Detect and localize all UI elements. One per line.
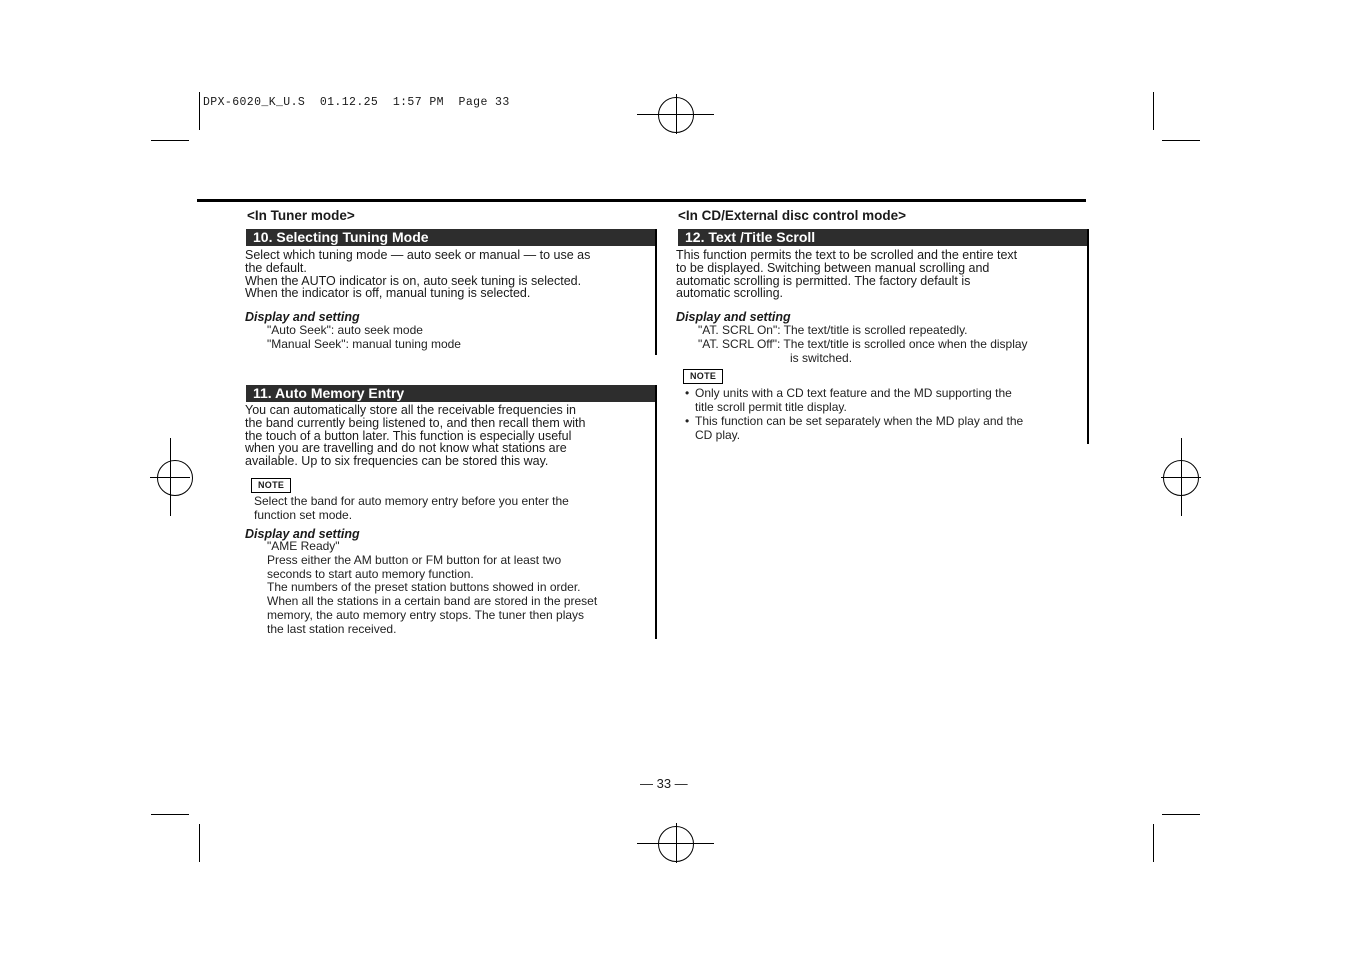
section-11-display-lines: "AME Ready" Press either the AM button or FM button for at least two seconds to start auto memory function. The numbers of the preset station buttons showed in order. When all the stations in a certain band are stored in the preset memory, the auto memory entry stops. The tuner then plays the last station received. [267, 539, 598, 636]
section-11-title: 11. Auto Memory Entry [246, 385, 656, 402]
note-bullet: • Only units with a CD text feature and the MD supporting the title scroll permit title display. [685, 386, 1012, 414]
note-badge: NOTE [683, 369, 723, 384]
section-10-title: 10. Selecting Tuning Mode [246, 229, 656, 246]
section-12-display-items: "AT. SCRL On": The text/title is scrolled repeatedly. "AT. SCRL Off": The text/title is scrolled once when the display is switched. [698, 323, 1028, 365]
top-rule [197, 199, 1086, 202]
crop-mark [1162, 814, 1200, 815]
section-12-display-setting-label: Display and setting [676, 310, 791, 324]
crop-mark [199, 92, 200, 130]
crop-mark [1162, 140, 1200, 141]
column-rule [1087, 229, 1089, 444]
column-rule [655, 229, 657, 355]
note-bullet: • This function can be set separately when the MD play and the CD play. [685, 414, 1024, 442]
crop-mark [1153, 92, 1154, 130]
section-10-display-setting-label: Display and setting [245, 310, 360, 324]
note-badge: NOTE [251, 478, 291, 493]
print-slug: DPX-6020_K_U.S 01.12.25 1:57 PM Page 33 [203, 96, 510, 109]
section-11-note: Select the band for auto memory entry before you enter the function set mode. [254, 494, 569, 522]
section-10-body: Select which tuning mode — auto seek or manual — to use as the default. When the AUTO indicator is on, auto seek tuning is selected. When the indicator is off, manual tuning is selected. [245, 248, 591, 301]
column-rule [655, 385, 657, 639]
cd-mode-heading: <In CD/External disc control mode> [678, 208, 907, 223]
page-number: — 33 — [640, 776, 688, 791]
section-12-note-bullets [685, 386, 1023, 442]
section-11-display-setting-label: Display and setting [245, 527, 360, 541]
section-11-body: You can automatically store all the receivable frequencies in the band currently being listened to, and then recall them with the touch of a button later. This function is especially useful when you are travelling and do not know what stations are available. Up to six frequencies can be stored this way. [245, 403, 586, 469]
section-10-display-items: "Auto Seek": auto seek mode "Manual Seek": manual tuning mode [267, 323, 461, 351]
section-12-body: This function permits the text to be scrolled and the entire text to be displayed. Switching between manual scrolling and automatic scrolling is permitted. The factory default is automatic scrolling. [676, 248, 1018, 301]
crop-mark [1153, 824, 1154, 862]
crop-mark [199, 824, 200, 862]
crop-mark [151, 814, 189, 815]
section-12-title: 12. Text /Title Scroll [678, 229, 1088, 246]
tuner-mode-heading: <In Tuner mode> [247, 208, 355, 223]
crop-mark [151, 140, 189, 141]
